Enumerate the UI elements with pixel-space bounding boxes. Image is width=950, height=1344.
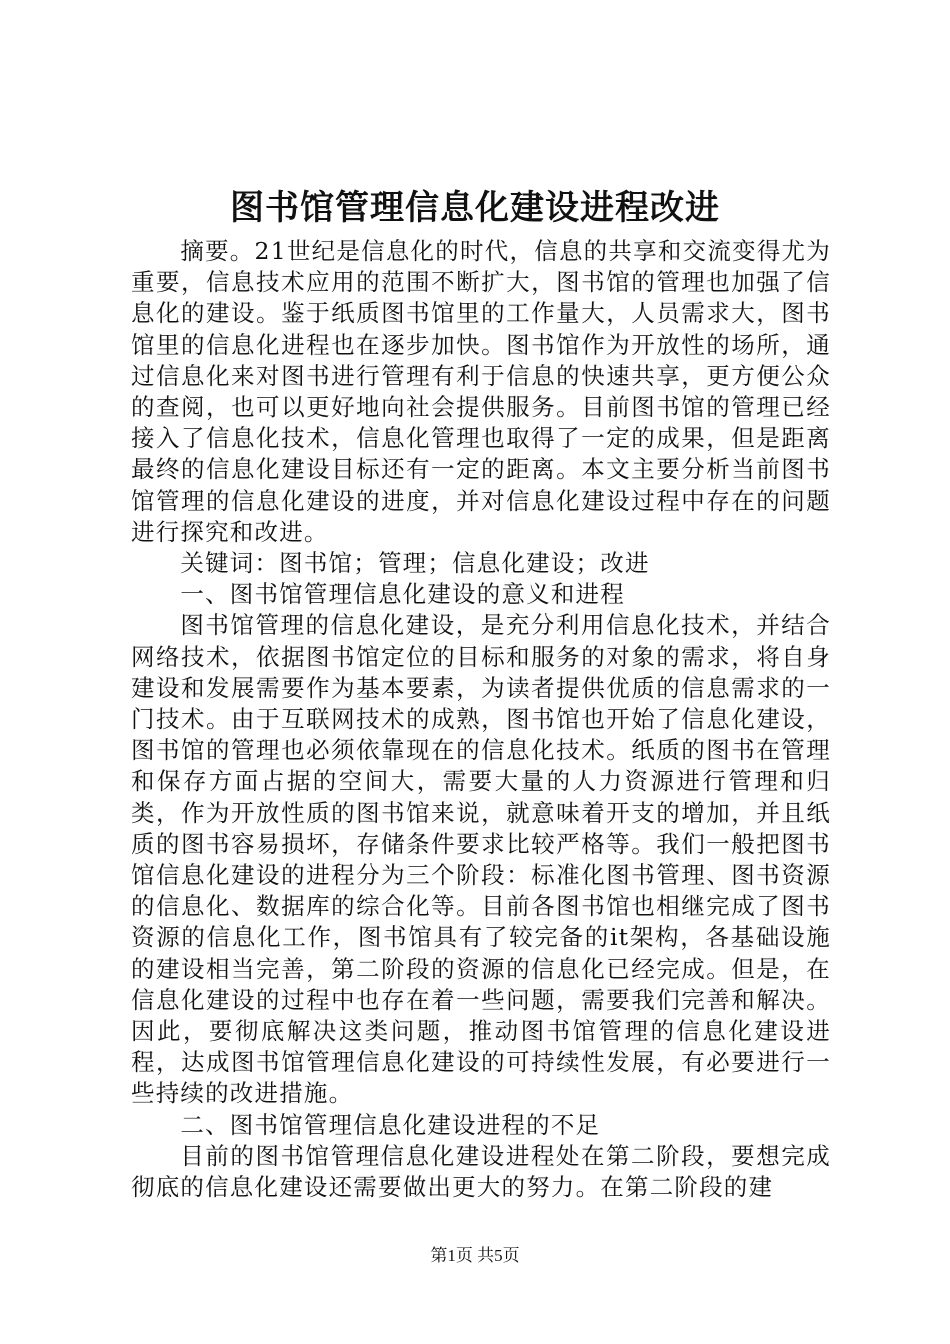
document-title: 图书馆管理信息化建设进程改进 (230, 188, 720, 228)
abstract-paragraph: 摘要。21世纪是信息化的时代，信息的共享和交流变得尤为重要，信息技术应用的范围不断扩大，图书馆的管理也加强了信息化的建设。鉴于纸质图书馆里的工作量大，人员需求大，图书馆里的信息化进程也在逐步加快。图书馆作为开放性的场所，通过信息化来对图书进行管理有利于信息的快速共享，更方便公众的查阅，也可以更好地向社会提供服务。目前图书馆的管理已经接入了信息化技术，信息化管理也取得了一定的成果，但是距离最终的信息化建设目标还有一定的距离。本文主要分析当前图书馆管理的信息化建设的进度，并对信息化建设过程中存在的问题进行探究和改进。 (131, 237, 831, 546)
section-heading-2: 二、图书馆管理信息化建设进程的不足 (180, 1110, 601, 1139)
keywords-line: 关键词：图书馆；管理；信息化建设；改进 (180, 549, 650, 578)
page-number-footer: 第1页 共5页 (430, 1246, 520, 1265)
document-body (131, 236, 831, 1203)
section-1-paragraph: 图书馆管理的信息化建设，是充分利用信息化技术，并结合网络技术，依据图书馆定位的目标和服务的对象的需求，将自身建设和发展需要作为基本要素，为读者提供优质的信息需求的一门技术。由于互联网技术的成熟，图书馆也开始了信息化建设，图书馆的管理也必须依靠现在的信息化技术。纸质的图书在管理和保存方面占据的空间大，需要大量的人力资源进行管理和归类，作为开放性质的图书馆来说，就意味着开支的增加，并且纸质的图书容易损坏，存储条件要求比较严格等。我们一般把图书馆信息化建设的进程分为三个阶段：标准化图书管理、图书资源的信息化、数据库的综合化等。目前各图书馆也相继完成了图书资源的信息化工作，图书馆具有了较完备的it架构，各基础设施的建设相当完善，第二阶段的资源的信息化已经完成。但是，在信息化建设的过程中也存在着一些问题，需要我们完善和解决。因此，要彻底解决这类问题，推动图书馆管理的信息化建设进程，达成图书馆管理信息化建设的可持续性发展，有必要进行一些持续的改进措施。 (131, 611, 831, 1108)
section-heading-1: 一、图书馆管理信息化建设的意义和进程 (180, 580, 625, 609)
section-2-paragraph: 目前的图书馆管理信息化建设进程处在第二阶段，要想完成彻底的信息化建设还需要做出更大的努力。在第二阶段的建 (131, 1141, 831, 1202)
